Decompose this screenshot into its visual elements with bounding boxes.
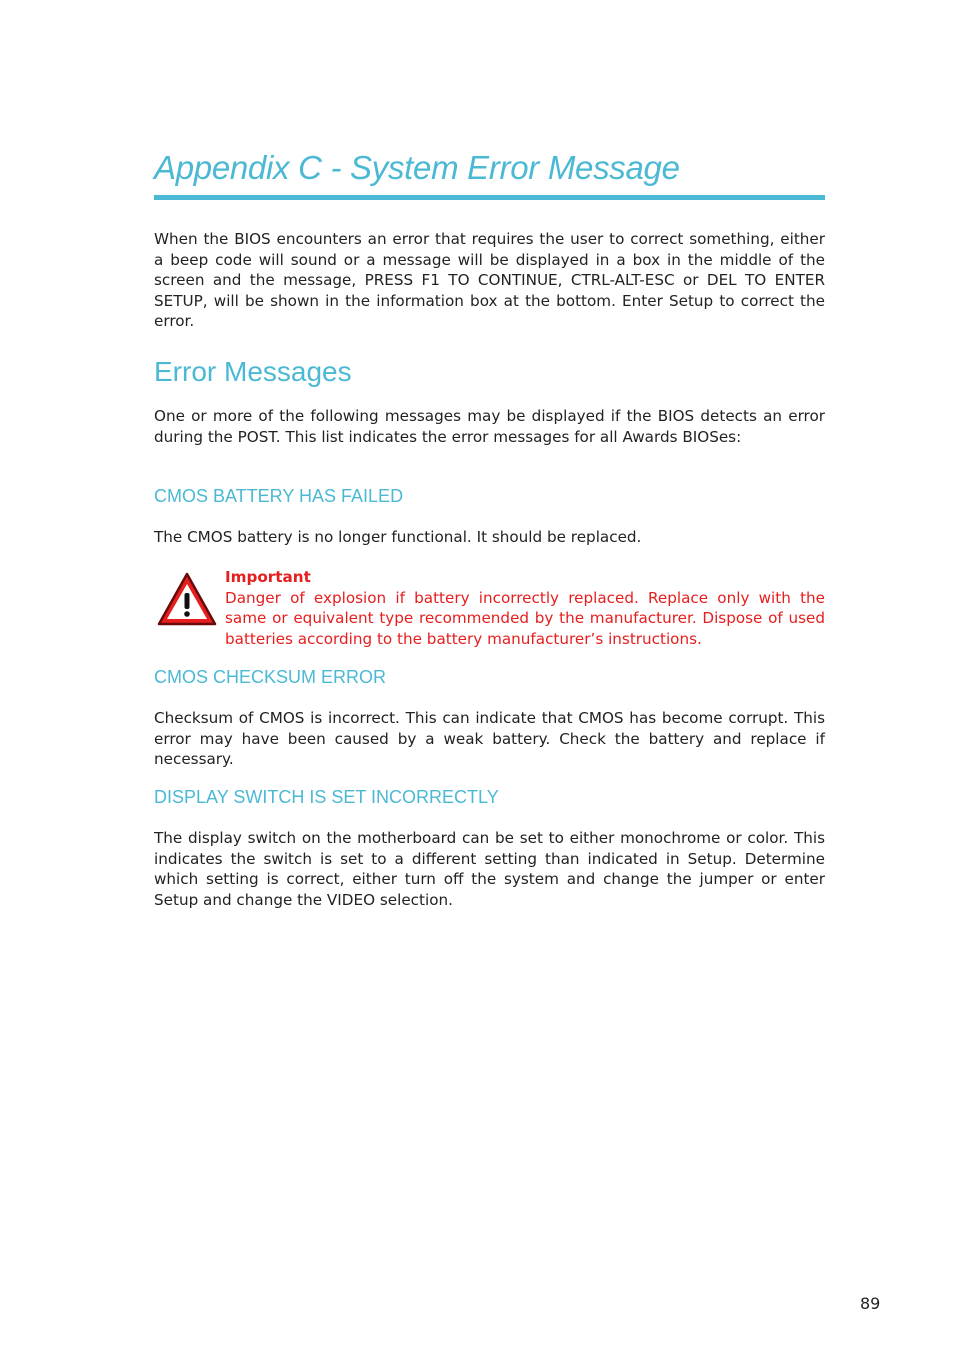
- title-rule: [154, 195, 825, 200]
- warning-box: [154, 567, 825, 651]
- warning-label: Important: [225, 568, 311, 586]
- cmos-battery-block: [154, 527, 825, 548]
- display-switch-paragraph: The display switch on the motherboard can be set to either monochrome or color. This indicates the switch is set to a different setting than indicated in Setup. Determine which setting is correct, either turn off the system and change the jumper or enter Setup and change the VIDEO selection.: [154, 829, 825, 909]
- intro-paragraph: When the BIOS encounters an error that requires the user to correct something, either a beep code will sound or a message will be displayed in a box in the middle of the screen and the message, PRESS F1 TO CONTINUE, CTRL-ALT-ESC or DEL TO ENTER SETUP, will be shown in the information box at the bottom. Enter Setup to correct the error.: [154, 230, 825, 330]
- page-number: 89: [860, 1294, 881, 1313]
- subheading-cmos-battery: CMOS BATTERY HAS FAILED: [154, 486, 404, 506]
- warning-body: Danger of explosion if battery incorrectly replaced. Replace only with the same or equivalent type recommended by the manufacturer. Dispose of used batteries according to the battery manufacturer’s instructions.: [225, 588, 825, 648]
- subheading-display-switch: DISPLAY SWITCH IS SET INCORRECTLY: [154, 787, 499, 807]
- display-switch-block: [154, 828, 825, 910]
- subheading-cmos-checksum: CMOS CHECKSUM ERROR: [154, 667, 387, 687]
- error-messages-intro-paragraph: One or more of the following messages may be displayed if the BIOS detects an error during the POST. This list indicates the error messages for all Awards BIOSes:: [154, 407, 825, 446]
- cmos-checksum-paragraph: Checksum of CMOS is incorrect. This can indicate that CMOS has become corrupt. This error may have been caused by a weak battery. Check the battery and replace if necessary.: [154, 709, 825, 768]
- warning-text: [225, 567, 825, 649]
- cmos-battery-paragraph: The CMOS battery is no longer functional. It should be replaced.: [154, 528, 642, 546]
- warning-triangle-icon: [157, 572, 217, 626]
- cmos-checksum-block: [154, 708, 825, 770]
- error-messages-intro-block: [154, 406, 825, 447]
- intro-block: [154, 229, 825, 332]
- page-title: Appendix C - System Error Message: [154, 149, 680, 186]
- section-heading-error-messages: Error Messages: [154, 356, 352, 387]
